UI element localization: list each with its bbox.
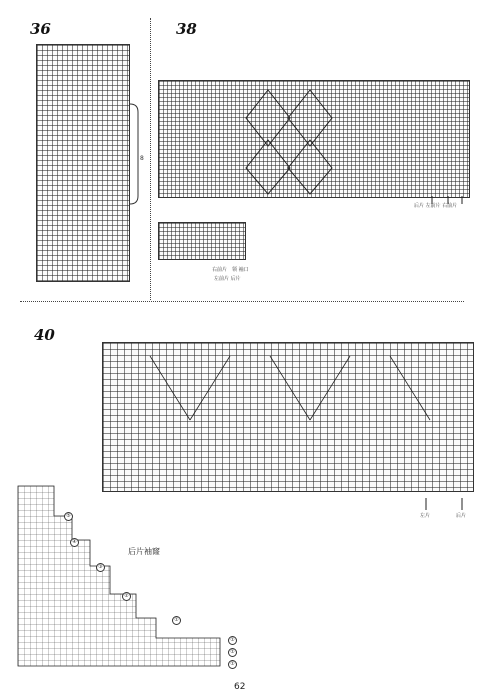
chart-40-sleeve-title: 后片袖窿 [128, 547, 160, 556]
marker-3: ③ [96, 563, 105, 572]
marker-1d: ① [228, 660, 237, 669]
chart-40-arrow-right-label: 后片 [456, 513, 467, 519]
section-38-number: 38 [176, 20, 197, 38]
marker-1c: ① [228, 648, 237, 657]
chart-38-bottom-right-label: 后片 左前片 右前片 [414, 203, 458, 209]
section-40-number: 40 [34, 326, 55, 344]
chart-40-arrow-left-label: 左片 [420, 513, 431, 519]
chart-38-small-label-bottom: 左前片 后片 [214, 276, 241, 282]
marker-1a: ① [172, 616, 181, 625]
marker-2: ② [122, 592, 131, 601]
section-36-number: 36 [30, 20, 51, 38]
svg-text:8: 8 [140, 155, 144, 162]
marker-5: ⑤ [64, 512, 73, 521]
page-number: 62 [234, 682, 246, 692]
marker-1b: ① [228, 636, 237, 645]
marker-4: ④ [70, 538, 79, 547]
chart-38-small-label-mid: 领 袖口 [232, 267, 249, 273]
chart-38-small-label-left: 右前片 [212, 267, 228, 273]
